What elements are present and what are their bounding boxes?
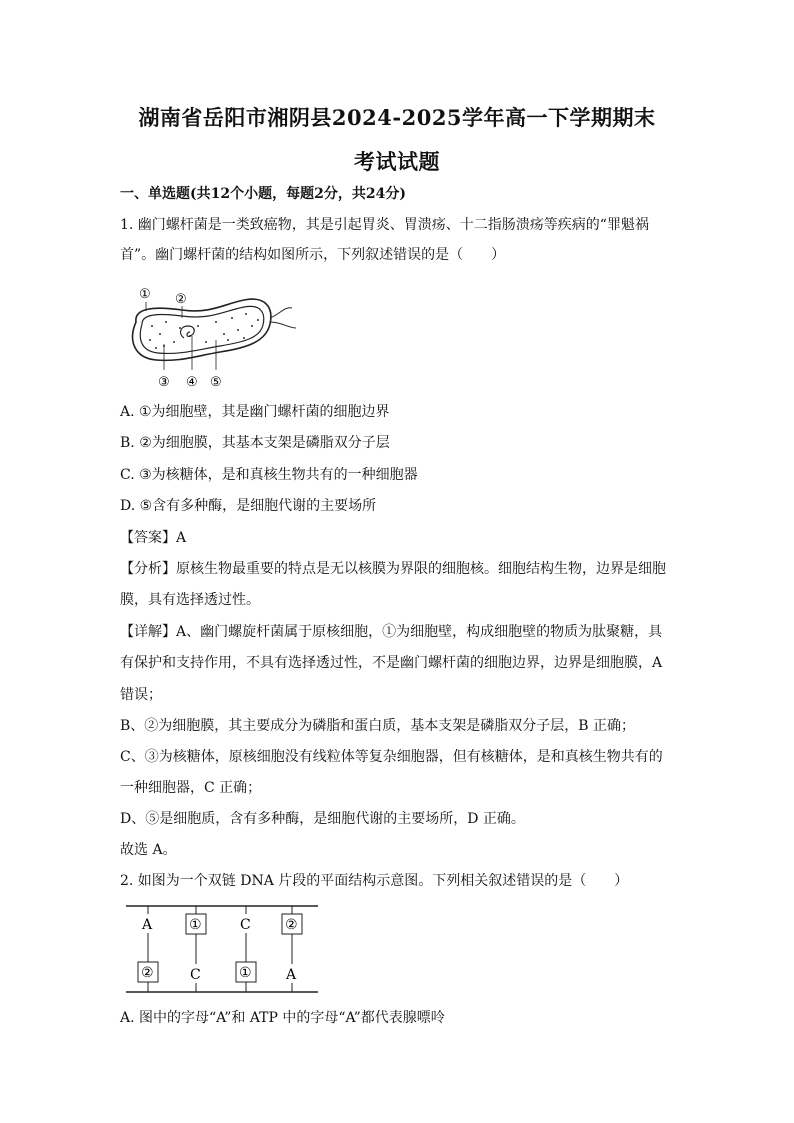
base-bottom-3: ① xyxy=(239,965,252,981)
q1-answer: 【答案】A xyxy=(120,530,187,546)
q1-stem: 1. 幽门螺杆菌是一类致癌物，其是引起胃炎、胃溃疡、十二指肠溃疡等疾病的“罪魁祸 xyxy=(120,217,649,233)
figure-label-2: ② xyxy=(175,292,187,307)
q2-option-a: A. 图中的字母“A”和 ATP 中的字母“A”都代表腺嘌呤 xyxy=(120,1010,445,1026)
q1-detail: 【详解】A、幽门螺旋杆菌属于原核细胞，①为细胞壁，构成细胞壁的物质为肽聚糖，具 xyxy=(120,624,663,640)
figure-label-1: ① xyxy=(139,287,151,302)
q1-detail: B、②为细胞膜，其主要成分为磷脂和蛋白质，基本支架是磷脂双分子层，B 正确； xyxy=(120,718,636,734)
figure-label-4: ④ xyxy=(186,375,198,390)
base-bottom-4: A xyxy=(286,967,297,983)
base-bottom-2: C xyxy=(190,967,201,983)
q1-detail: 有保护和支持作用，不具有选择透过性，不是幽门螺杆菌的细胞边界，边界是细胞膜，A xyxy=(120,655,663,671)
section-heading: 一、单选题(共12个小题，每题2分，共24分) xyxy=(120,186,406,202)
q1-analysis-continued: 膜，具有选择透过性。 xyxy=(120,592,260,608)
base-top-4: ② xyxy=(285,917,298,933)
base-top-1: A xyxy=(142,917,153,933)
helicobacter-diagram xyxy=(120,282,310,392)
q1-option-a: A. ①为细胞壁，其是幽门螺杆菌的细胞边界 xyxy=(120,404,390,420)
document-title-continued: 考试试题 xyxy=(354,149,440,174)
document-title: 湖南省岳阳市湘阴县2024-2025学年高一下学期期末 xyxy=(138,105,656,130)
base-bottom-1: ② xyxy=(141,965,154,981)
q1-detail: 错误； xyxy=(120,687,162,703)
base-top-2: ① xyxy=(189,917,202,933)
flagellum xyxy=(270,322,296,328)
ribosome-dots xyxy=(149,313,259,349)
q1-detail: D、⑤是细胞质，含有多种酶，是细胞代谢的主要场所，D 正确。 xyxy=(120,811,525,827)
q2-stem: 2. 如图为一个双链 DNA 片段的平面结构示意图。下列相关叙述错误的是（ ） xyxy=(120,873,629,889)
q1-conclusion: 故选 A。 xyxy=(120,842,177,858)
flagellum xyxy=(270,308,292,318)
q1-option-b: B. ②为细胞膜，其基本支架是磷脂双分子层 xyxy=(120,435,390,451)
cell-wall-outline xyxy=(133,299,271,360)
figure-label-5: ⑤ xyxy=(210,375,222,390)
q1-analysis: 【分析】原核生物最重要的特点是无以核膜为界限的细胞核。细胞结构生物，边界是细胞 xyxy=(120,561,666,577)
base-top-3: C xyxy=(240,917,251,933)
q1-detail: C、③为核糖体，原核细胞没有线粒体等复杂细胞器，但有核糖体，是和真核生物共有的 xyxy=(120,749,663,765)
q1-detail: 一种细胞器，C 正确； xyxy=(120,780,262,796)
figure-label-3: ③ xyxy=(158,375,170,390)
q1-option-d: D. ⑤含有多种酶，是细胞代谢的主要场所 xyxy=(120,498,377,514)
q1-stem-continued: 首”。幽门螺杆菌的结构如图所示，下列叙述错误的是（ ） xyxy=(120,247,506,263)
dna-diagram xyxy=(120,900,325,998)
q1-option-c: C. ③为核糖体，是和真核生物共有的一种细胞器 xyxy=(120,467,418,483)
